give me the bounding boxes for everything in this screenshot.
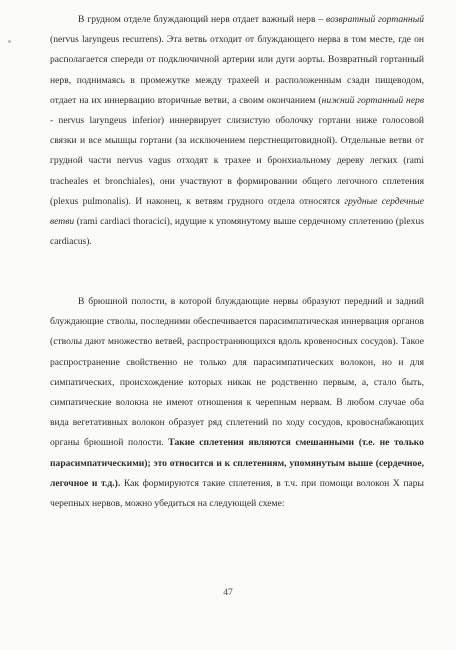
bold-statement: Такие сплетения являются смешанными (т.е. не только парасимпатическими); это относится и к сплетениям, упомянутым выше (сердечное, легочное и т.д.).	[50, 437, 424, 489]
text-run: (nervus laryngeus recurrens). Эта ветвь отходит от блуждающего нерва в том месте, где он располагается спереди от подключичной артерии или дуги аорты. Возвратный гортанный нерв, поднимаясь в промежутке между трахеей и расположенным сзади пищеводом, отдает на их иннервацию вторичные ветви, а своим окончанием (	[50, 34, 424, 106]
text-run: В грудном отделе блуждающий нерв отдает важный нерв –	[78, 14, 327, 25]
text-run: (rami cardiaci thoracici), идущие к упомянутому выше сердечному сплетению (plexus cardiacus).	[50, 216, 424, 248]
paragraph-abdominal-vagus	[50, 292, 424, 514]
paragraph-thoracic-vagus	[50, 10, 424, 252]
italic-term: нижний гортанный нерв	[321, 94, 424, 106]
scan-speck	[8, 40, 11, 43]
italic-term: возвратный гортанный	[326, 14, 424, 25]
italic-term: грудные сердечные ветви	[50, 195, 424, 228]
text-run: Как формируются такие сплетения, в т.ч. при помощи волокон X пары черепных нервов, можно убедиться на следующей схеме:	[50, 477, 425, 510]
text-run: - nervus laryngeus inferior) иннервирует слизистую оболочку гортани ниже голосовой связки и все мышцы гортани (за исключением перстнещитовидной). Отдельные ветви от грудной части nervus vagus отходят к трахее и бронхиальному дереву легких (rami tracheales et bronchiales), они участвуют в формировании общего легочного сплетения (plexus pulmonalis). И наконец, к ветвям грудного отдела относятся	[50, 115, 424, 207]
page-number: 47	[223, 587, 233, 598]
text-run: В брюшной полости, в которой блуждающие нервы образуют передний и задний блуждающие стволы, последними обеспечивается парасимпатическая иннервация органов (стволы дают множество ветвей, распространяющихся вдоль кровеносных сосудов). Такое распространение свойственно не только для парасимпатических волокон, но и для симпатических, происхождение которых никак не родственно первым, а, стало быть, симпатические волокна не имеют отношения к черепным нервам. В любом случае оба вида вегетативных волокон образует ряд сплетений по ходу сосудов, кровоснабжающих органы брюшной полости.	[50, 296, 424, 449]
